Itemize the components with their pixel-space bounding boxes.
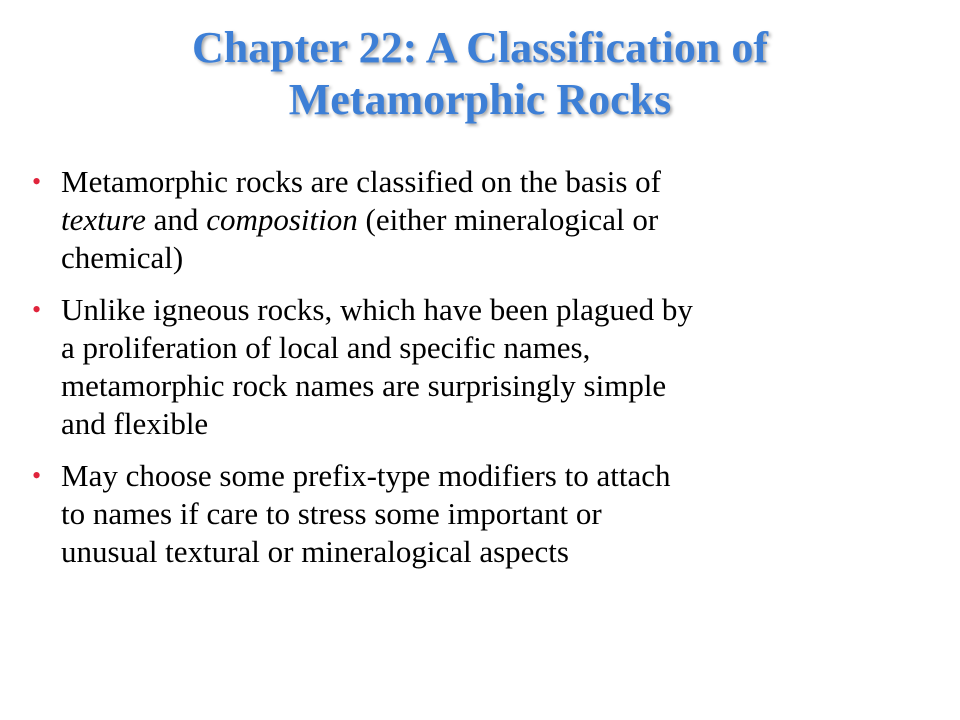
bullet-line: metamorphic rock names are surprisingly simple (61, 368, 667, 403)
bullet-text (61, 291, 912, 443)
bullet-item-unlike-igneous (32, 291, 912, 443)
title-line-2: Metamorphic Rocks (288, 75, 672, 124)
bullet-marker: • (32, 295, 42, 324)
bullet-item-classification-basis (32, 163, 912, 277)
bullet-line: and flexible (61, 406, 209, 441)
emphasis-texture: texture (61, 202, 146, 237)
bullet-line: May choose some prefix-type modifiers to attach (61, 458, 671, 493)
title-line-1: Chapter 22: A Classification of (191, 23, 769, 72)
bullet-text (61, 457, 912, 571)
bullet-line (61, 201, 912, 239)
emphasis-composition: composition (206, 202, 358, 237)
text-and: and (145, 202, 207, 237)
bullet-line: unusual textural or mineralogical aspects (61, 534, 569, 569)
bullet-item-prefix-modifiers (32, 457, 912, 571)
text-either: (either mineralogical or (357, 202, 659, 237)
bullet-list (32, 163, 912, 585)
bullet-line: to names if care to stress some important or (61, 496, 602, 531)
bullet-marker: • (32, 167, 42, 196)
bullet-marker: • (32, 461, 42, 490)
bullet-line: a proliferation of local and specific names, (61, 330, 591, 365)
slide-title (60, 22, 900, 126)
bullet-line: Metamorphic rocks are classified on the basis of (61, 164, 662, 199)
bullet-line: Unlike igneous rocks, which have been plagued by (61, 292, 693, 327)
bullet-text (61, 163, 912, 277)
bullet-line: chemical) (61, 240, 184, 275)
